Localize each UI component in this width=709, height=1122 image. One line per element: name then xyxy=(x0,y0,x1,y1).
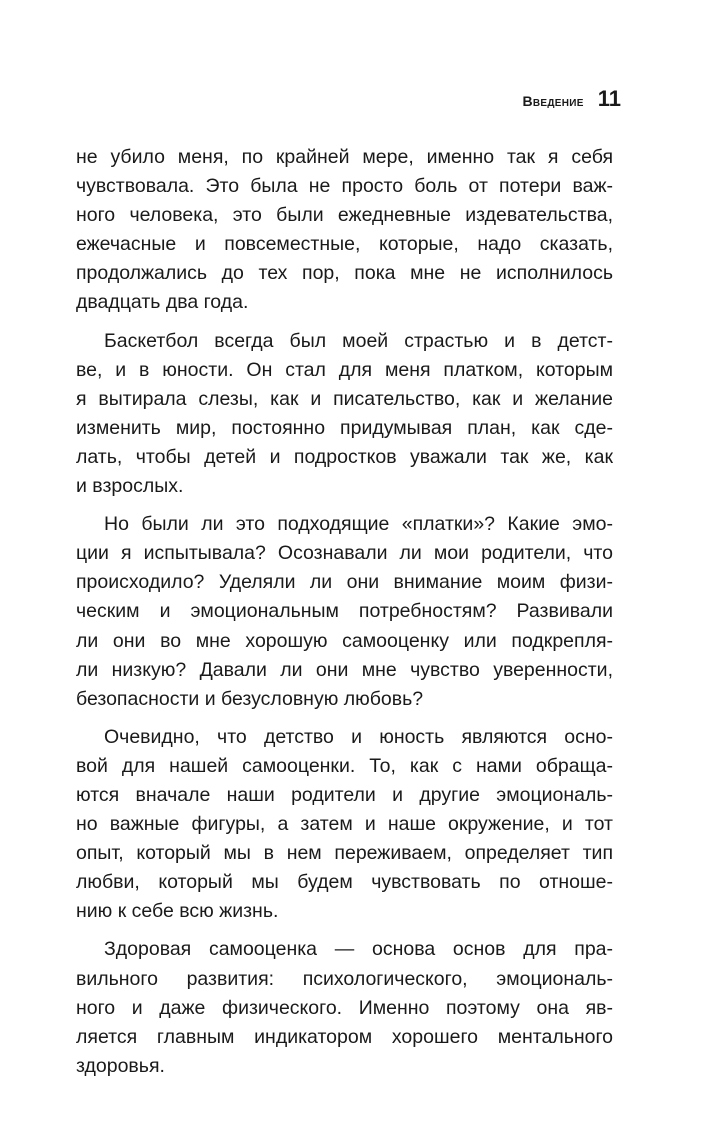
paragraph-3 xyxy=(76,510,613,714)
text-line: Но были ли это подходящие «платки»? Какие эмо- xyxy=(104,513,613,536)
text-line: чувствовала. Это была не просто боль от потери важ- xyxy=(76,175,613,198)
paragraph-4 xyxy=(76,723,613,927)
text-line: ции я испытывала? Осознавали ли мои родители, что xyxy=(76,542,613,565)
text-line: вой для нашей самооценки. То, как с нами обраща- xyxy=(76,754,613,777)
section-title: Введение xyxy=(522,93,584,109)
text-line: нию к себе всю жизнь. xyxy=(76,900,279,923)
text-line: происходило? Уделяли ли они внимание моим физи- xyxy=(76,571,613,594)
text-line: но важные фигуры, а затем и наше окружение, и тот xyxy=(76,813,613,836)
text-line: и взрослых. xyxy=(76,475,184,498)
text-line: ного и даже физического. Именно поэтому она яв- xyxy=(76,996,613,1019)
paragraph-2 xyxy=(76,327,613,502)
text-line: продолжались до тех пор, пока мне не исполнилось xyxy=(76,262,613,285)
text-line: Баскетбол всегда был моей страстью и в детст- xyxy=(104,329,613,352)
text-line: ли они во мне хорошую самооценку или подкрепля- xyxy=(76,629,613,652)
text-line: ве, и в юности. Он стал для меня платком, которым xyxy=(76,358,613,381)
running-head xyxy=(522,86,621,112)
text-line: ются вначале наши родители и другие эмоциональ- xyxy=(76,783,613,806)
paragraph-1 xyxy=(76,143,613,318)
text-line: вильного развития: психологического, эмоциональ- xyxy=(76,967,613,990)
text-line: ного человека, это были ежедневные издевательства, xyxy=(76,204,613,227)
text-line: я вытирала слезы, как и писательство, как и желание xyxy=(76,387,613,410)
text-line: любви, который мы будем чувствовать по отноше- xyxy=(76,871,613,894)
page-number: 11 xyxy=(597,86,621,111)
text-line: здоровья. xyxy=(76,1054,165,1077)
text-line: Здоровая самооценка — основа основ для пра- xyxy=(104,938,613,961)
paragraph-5 xyxy=(76,935,613,1080)
text-line: ческим и эмоциональным потребностям? Развивали xyxy=(76,600,613,623)
text-line: безопасности и безусловную любовь? xyxy=(76,687,424,710)
text-line: двадцать два года. xyxy=(76,291,249,314)
text-line: ли низкую? Давали ли они мне чувство уверенности, xyxy=(76,658,613,681)
text-line: ляется главным индикатором хорошего ментального xyxy=(76,1025,613,1048)
text-line: ежечасные и повсеместные, которые, надо сказать, xyxy=(76,233,613,256)
text-line: изменить мир, постоянно придумывая план, как сде- xyxy=(76,416,613,439)
text-line: опыт, который мы в нем переживаем, определяет тип xyxy=(76,842,613,865)
text-line: Очевидно, что детство и юность являются осно- xyxy=(104,725,613,748)
text-line: лать, чтобы детей и подростков уважали так же, как xyxy=(76,445,613,468)
body-text xyxy=(76,143,613,1090)
text-line: не убило меня, по крайней мере, именно так я себя xyxy=(76,146,613,168)
